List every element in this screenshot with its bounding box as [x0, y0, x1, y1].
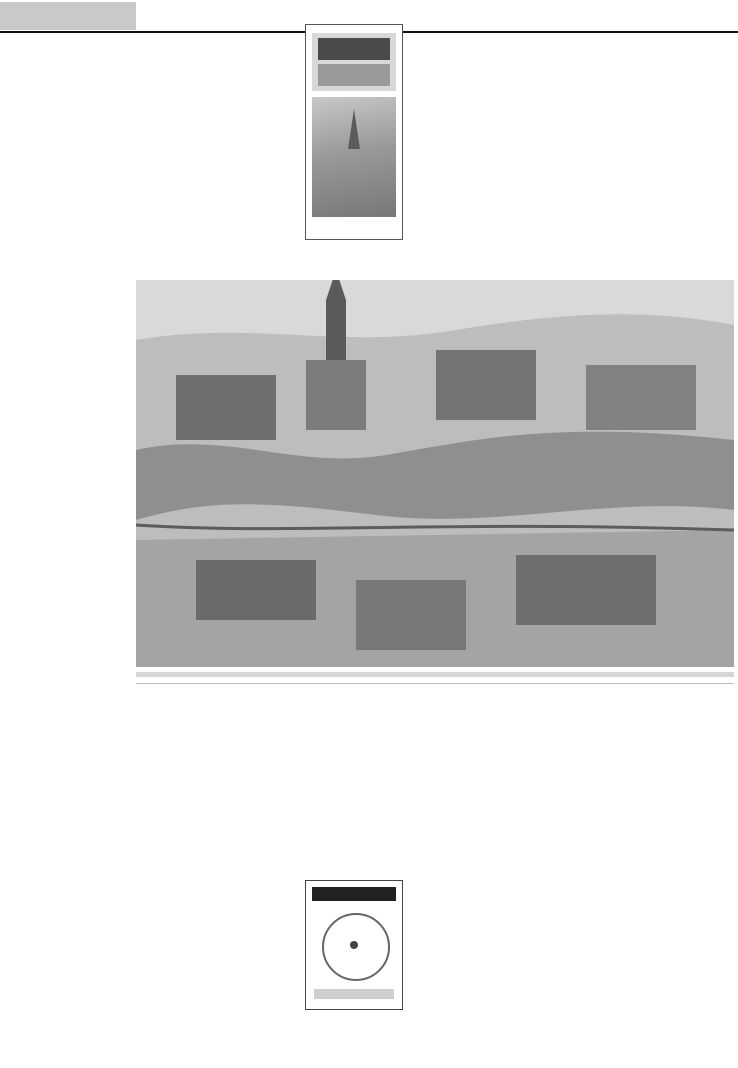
ad-heading-band [312, 887, 396, 901]
service-column-3b [304, 686, 404, 876]
logo-top-band [318, 38, 390, 60]
church-logo [312, 33, 396, 91]
photo-caption-line [136, 672, 734, 677]
service-column-5b [572, 686, 670, 1066]
church-spire-shape [348, 109, 360, 149]
building-block-7 [516, 555, 656, 625]
building-block-4 [586, 365, 696, 430]
building-block-5 [196, 560, 316, 620]
logo-bottom-band [318, 64, 390, 86]
building-block-2 [306, 360, 366, 430]
building-block-1 [176, 375, 276, 440]
service-column-4 [408, 36, 568, 276]
church-photo [312, 97, 396, 217]
service-column-5 [572, 36, 670, 276]
church-tower [326, 280, 346, 360]
building-block-6 [356, 580, 466, 650]
ad-emblem-center [350, 941, 358, 949]
photo-caption [136, 669, 734, 684]
building-block-3 [436, 350, 536, 420]
service-column-2b [136, 686, 300, 1066]
aerial-photo-illustration [136, 280, 734, 667]
architect-advertisement [305, 880, 403, 1010]
section-title-tab [0, 2, 136, 30]
service-column-1 [3, 36, 131, 1066]
service-column-2 [136, 36, 300, 276]
ad-footer-band [314, 989, 394, 999]
aerial-photo [136, 280, 734, 667]
service-column-3 [304, 240, 404, 276]
church-notice [305, 24, 403, 240]
service-column-4b [408, 686, 568, 1066]
